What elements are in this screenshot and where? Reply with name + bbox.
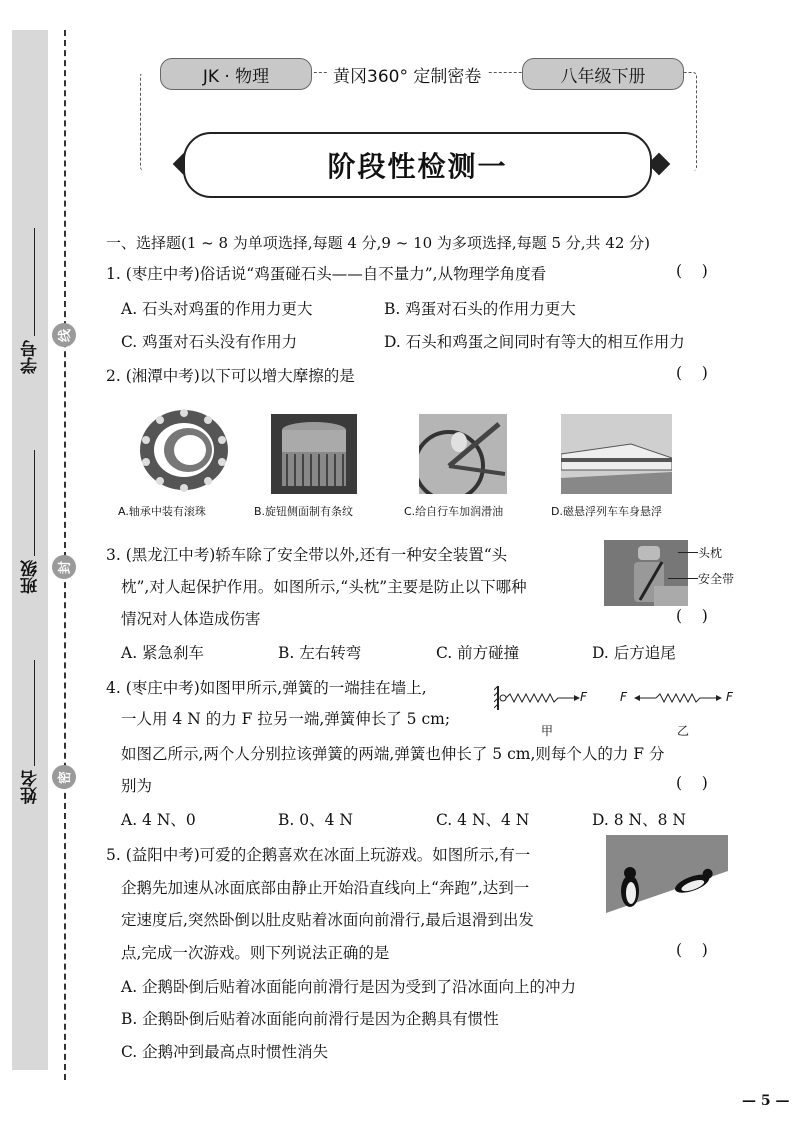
q5-answer-blank[interactable]: ( ): [676, 941, 708, 959]
q5-stem-line1: 5. (益阳中考)可爱的企鹅喜欢在冰面上玩游戏。如图所示,有一: [106, 846, 531, 864]
brand-label: 黄冈360° 定制密卷: [327, 62, 487, 87]
q5-stem-line2: 企鹅先加速从冰面底部由静止开始沿直线向上“奔跑”,达到一: [121, 879, 530, 897]
seal-seal-mark: 封: [52, 555, 76, 579]
q3-option-c[interactable]: C. 前方碰撞: [436, 644, 520, 662]
spring-jia-F-label: F: [580, 690, 587, 704]
class-blank[interactable]: [34, 450, 35, 556]
q3-answer-blank[interactable]: ( ): [676, 607, 708, 625]
q3-option-b[interactable]: B. 左右转弯: [278, 644, 362, 662]
q3-option-d[interactable]: D. 后方追尾: [592, 644, 676, 662]
q3-stem-line3: 情况对人体造成伤害: [121, 610, 261, 628]
q2-option-c[interactable]: C.给自行车加润滑油: [404, 505, 504, 518]
q1-stem: 1. (枣庄中考)俗话说“鸡蛋碰石头——自不量力”,从物理学角度看: [106, 265, 547, 283]
q1-option-a[interactable]: A. 石头对鸡蛋的作用力更大: [121, 300, 313, 318]
q4-stem-line1: 4. (枣庄中考)如图甲所示,弹簧的一端挂在墙上,: [106, 679, 427, 697]
maglev-train-image: [561, 414, 672, 494]
spring-figure-jia: [494, 684, 590, 712]
q1-option-b[interactable]: B. 鸡蛋对石头的作用力更大: [384, 300, 576, 318]
headrest-label: 头枕: [698, 546, 723, 560]
q2-option-a[interactable]: A.轴承中装有滚珠: [118, 505, 206, 518]
q4-stem-line3: 如图乙所示,两个人分别拉该弹簧的两端,弹簧也伸长了 5 cm,则每个人的力 F 分: [121, 745, 665, 763]
spring-yi-F-right-label: F: [726, 690, 733, 704]
q3-stem-line1: 3. (黑龙江中考)轿车除了安全带以外,还有一种安全装置“头: [106, 546, 508, 564]
name-label: 姓名: [21, 770, 41, 804]
q4-option-c[interactable]: C. 4 N、4 N: [436, 811, 530, 829]
q5-option-a[interactable]: A. 企鹅卧倒后贴着冰面能向前滑行是因为受到了沿冰面向上的冲力: [121, 978, 577, 996]
q4-stem-line2: 一人用 4 N 的力 F 拉另一端,弹簧伸长了 5 cm;: [121, 710, 451, 728]
q4-option-d[interactable]: D. 8 N、8 N: [592, 811, 686, 829]
seal-secret-mark: 密: [52, 765, 76, 789]
q4-option-b[interactable]: B. 0、4 N: [278, 811, 353, 829]
grade-badge: 八年级下册: [522, 58, 684, 90]
q2-stem: 2. (湘潭中考)以下可以增大摩擦的是: [106, 367, 355, 385]
q4-stem-line4: 别为: [121, 777, 153, 795]
class-label: 班级: [21, 560, 41, 594]
bicycle-oil-image: [419, 414, 507, 494]
q1-option-c[interactable]: C. 鸡蛋对石头没有作用力: [121, 333, 298, 351]
q3-stem-line2: 枕”,对人起保护作用。如图所示,“头枕”主要是防止以下哪种: [121, 578, 527, 596]
section-heading: 一、选择题(1 ~ 8 为单项选择,每题 4 分,9 ~ 10 为多项选择,每题 5 分,共 42 分): [106, 234, 651, 252]
q2-option-d[interactable]: D.磁悬浮列车车身悬浮: [551, 505, 662, 518]
student-no-label: 学号: [21, 340, 41, 374]
q5-option-c[interactable]: C. 企鹅冲到最高点时惯性消失: [121, 1043, 329, 1061]
fig-yi-label: 乙: [677, 724, 690, 738]
name-blank[interactable]: [34, 660, 35, 766]
car-seat-image: [604, 540, 688, 606]
penguin-image: [606, 835, 728, 919]
q2-answer-blank[interactable]: ( ): [676, 364, 708, 382]
seatbelt-label: 安全带: [698, 572, 735, 586]
subject-badge: JK · 物理: [160, 58, 312, 90]
q1-answer-blank[interactable]: ( ): [676, 262, 708, 280]
q3-option-a[interactable]: A. 紧急刹车: [121, 644, 205, 662]
q5-stem-line4: 点,完成一次游戏。则下列说法正确的是: [121, 944, 390, 962]
page-number: — 5 —: [742, 1093, 790, 1109]
bearing-image: [128, 402, 238, 494]
spring-yi-F-left-label: F: [620, 690, 627, 704]
student-no-blank[interactable]: [34, 228, 35, 336]
q5-stem-line3: 定速度后,突然卧倒以肚皮贴着冰面向前滑行,最后退滑到出发: [121, 911, 534, 929]
knob-image: [271, 414, 357, 494]
q4-option-a[interactable]: A. 4 N、0: [121, 811, 196, 829]
page-title: 阶段性检测一: [183, 132, 652, 198]
seal-line-mark: 线: [52, 323, 76, 347]
q4-answer-blank[interactable]: ( ): [676, 774, 708, 792]
spring-figure-yi: [630, 684, 726, 712]
q2-option-b[interactable]: B.旋钮侧面制有条纹: [254, 505, 354, 518]
binding-strip: [12, 30, 48, 1070]
q1-option-d[interactable]: D. 石头和鸡蛋之间同时有等大的相互作用力: [384, 333, 685, 351]
fig-jia-label: 甲: [541, 724, 554, 738]
q5-option-b[interactable]: B. 企鹅卧倒后贴着冰面能向前滑行是因为企鹅具有惯性: [121, 1010, 499, 1028]
